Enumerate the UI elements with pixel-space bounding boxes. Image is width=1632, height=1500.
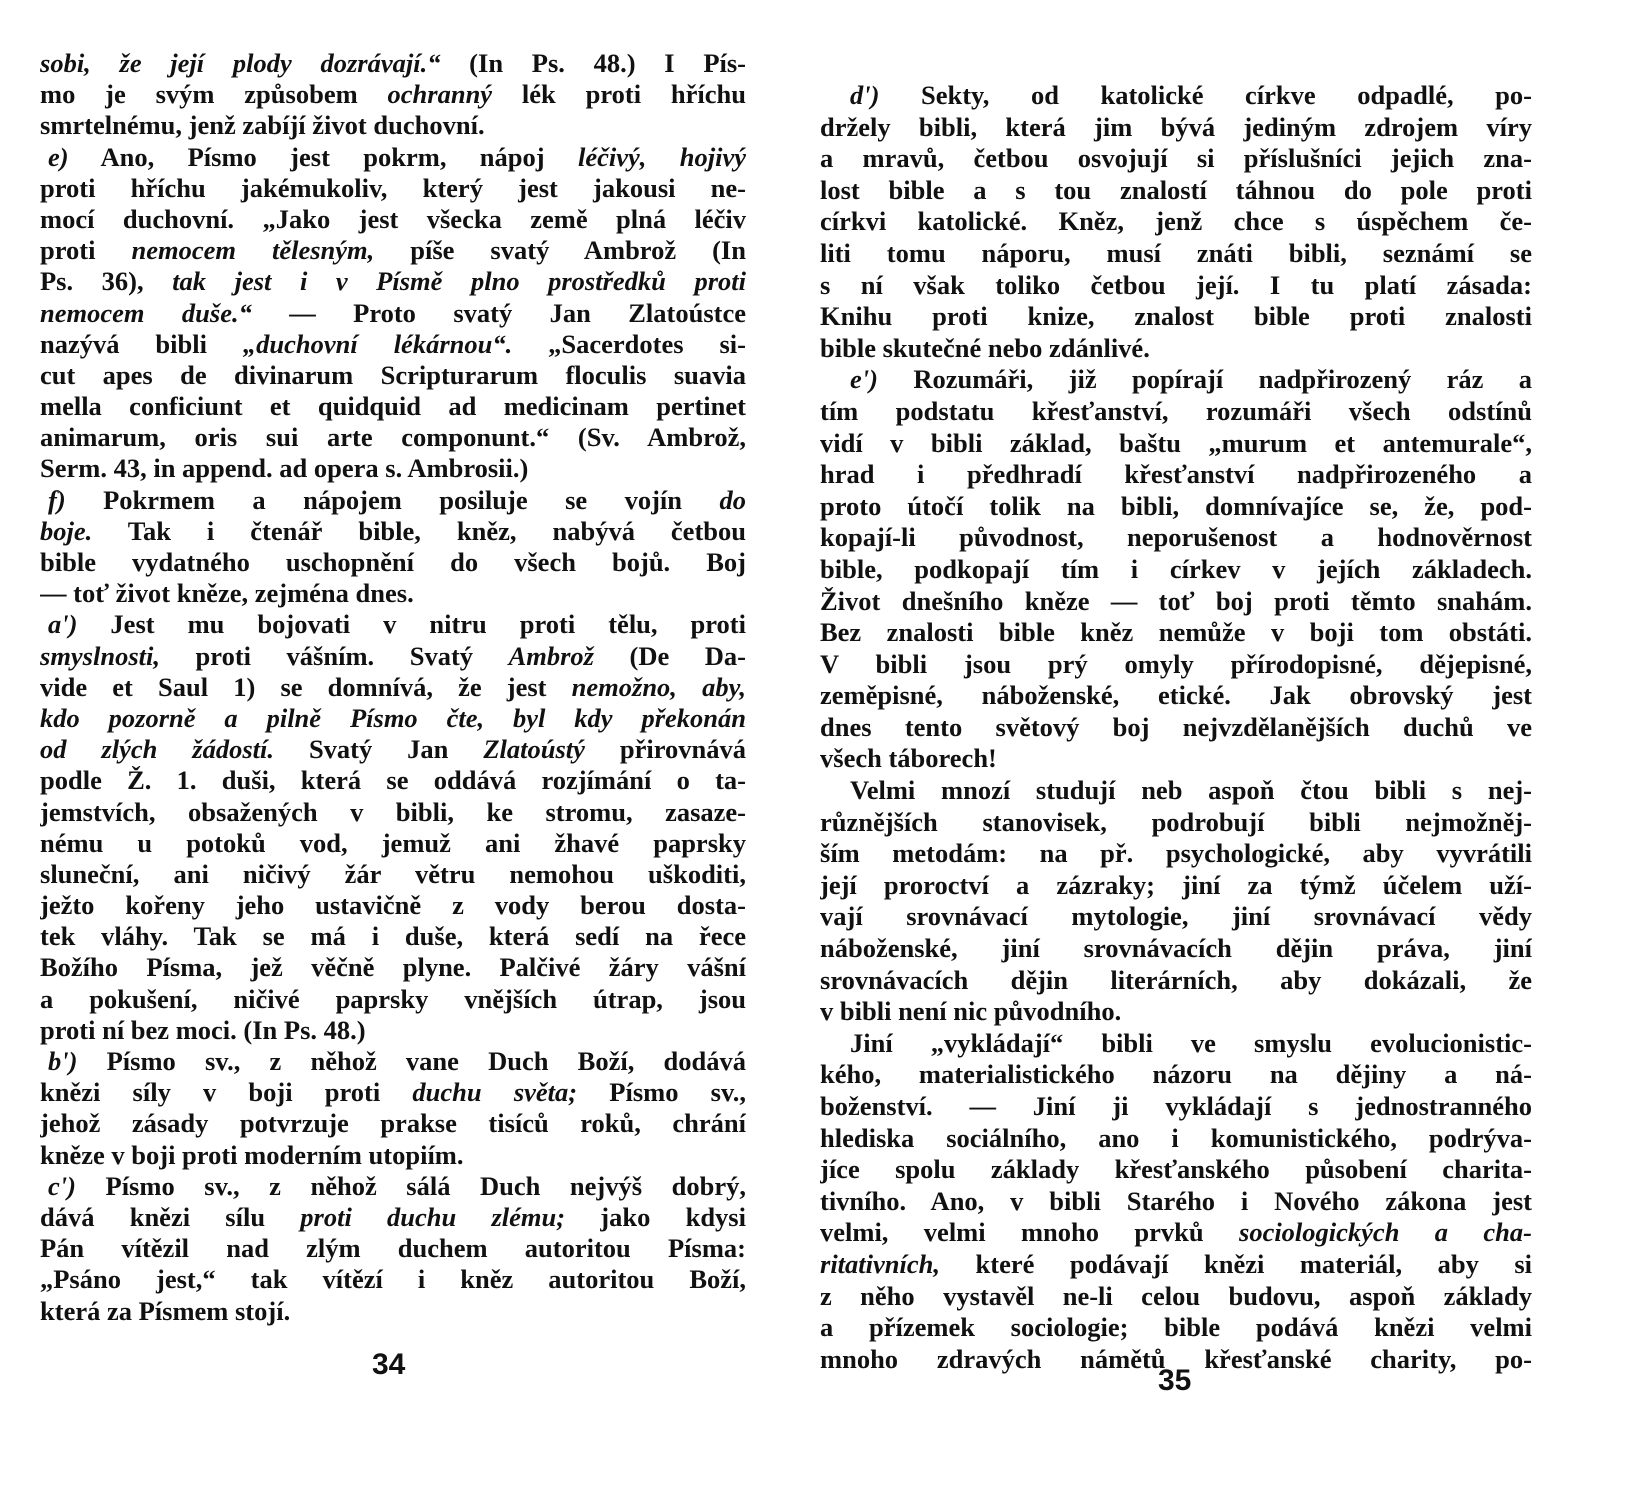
text-span: vide et Saul 1) se domnívá, že jest bbox=[40, 671, 572, 702]
text-line bbox=[820, 1123, 1532, 1155]
text-line bbox=[40, 298, 746, 329]
text-line bbox=[820, 428, 1532, 460]
text-span: nému u potoků vod, jemuž ani žhavé paprsky bbox=[40, 827, 746, 858]
text-line bbox=[40, 921, 746, 952]
text-span: píše svatý Ambrož (In bbox=[374, 235, 746, 266]
text-span: — Proto svatý Jan Zlatoústce bbox=[251, 297, 746, 328]
italic-text: Ambrož bbox=[508, 640, 594, 671]
text-line bbox=[40, 578, 746, 609]
text-span: kého, materialistického názoru na dějiny a ná- bbox=[820, 1059, 1532, 1090]
text-span: tím podstatu křesťanství, rozumáři všech odstínů bbox=[820, 395, 1532, 426]
text-line bbox=[820, 364, 1532, 396]
text-span: dává knězi sílu bbox=[40, 1201, 301, 1232]
text-span: tek vláhy. Tak se má i duše, která sedí na řece bbox=[40, 921, 746, 952]
text-span: mella conficiunt et quidquid ad medicinam pertinet bbox=[40, 391, 746, 422]
text-span: kopají-li původnost, neporušenost a hodnověrnost bbox=[820, 522, 1532, 553]
text-line bbox=[40, 1233, 746, 1264]
text-line bbox=[820, 586, 1532, 618]
text-span: zeměpisné, náboženské, etické. Jak obrovský jest bbox=[820, 680, 1532, 711]
text-span: proti bbox=[40, 235, 132, 266]
text-span: náboženské, jiní srovnávacích dějin práva, jiní bbox=[820, 933, 1532, 964]
text-span: Písmo sv., bbox=[577, 1077, 746, 1108]
text-span: Božího Písma, jež věčně plyne. Palčivé žáry vášní bbox=[40, 952, 746, 983]
text-line bbox=[820, 396, 1532, 428]
text-span: Život dnešního kněze — toť boj proti těmto snahám. bbox=[820, 585, 1532, 616]
text-line bbox=[40, 890, 746, 921]
italic-text: ritativních, bbox=[820, 1248, 941, 1279]
text-line bbox=[820, 491, 1532, 523]
text-line bbox=[40, 391, 746, 422]
text-line bbox=[40, 1140, 746, 1171]
text-line bbox=[40, 48, 746, 79]
text-line bbox=[40, 1171, 746, 1202]
italic-text: d') bbox=[850, 80, 880, 110]
text-line bbox=[820, 270, 1532, 302]
text-span: smrtelnému, jenž zabíjí život duchovní. bbox=[40, 110, 485, 141]
text-line bbox=[820, 1217, 1532, 1249]
text-line bbox=[820, 459, 1532, 491]
text-span: držely bibli, která jim bývá jediným zdrojem víry bbox=[820, 111, 1532, 142]
text-span: hrad i předhradí křesťanství nadpřirozeného a bbox=[820, 459, 1532, 490]
text-span: dnes tento světový boj nejvzdělanějších duchů ve bbox=[820, 711, 1532, 742]
text-span: vidí v bibli základ, baštu „murum et antemurale“, bbox=[820, 427, 1532, 458]
text-line bbox=[40, 110, 746, 141]
text-line bbox=[820, 901, 1532, 933]
page-number-right: 35 bbox=[1158, 1364, 1192, 1397]
italic-text: Zlatoústý bbox=[483, 734, 585, 765]
text-line bbox=[40, 797, 746, 828]
text-span: hlediska sociálního, ano i komunistického, podrýva- bbox=[820, 1122, 1532, 1153]
text-span: mo je svým způsobem bbox=[40, 79, 388, 110]
text-line bbox=[40, 828, 746, 859]
text-line bbox=[40, 1296, 746, 1327]
text-span: a mravů, četbou osvojují si příslušníci jejich zna- bbox=[820, 143, 1532, 174]
text-line bbox=[40, 1264, 746, 1295]
italic-text: léčivý, hojivý bbox=[577, 141, 746, 172]
text-span: církvi katolické. Kněz, jenž chce s úspěchem če- bbox=[820, 206, 1532, 237]
text-span: Knihu proti knize, znalost bible proti znalosti bbox=[820, 301, 1532, 332]
text-line bbox=[820, 333, 1532, 365]
text-line bbox=[820, 1091, 1532, 1123]
italic-text: od zlých žádostí. bbox=[40, 734, 275, 765]
italic-text: tak jest i v Písmě plno prostředků proti bbox=[172, 266, 746, 297]
text-span: nazývá bibli bbox=[40, 328, 243, 359]
text-span: cut apes de divinarum Scripturarum floculis suavia bbox=[40, 359, 746, 390]
text-span: ším metodám: na př. psychologické, aby vyvrátili bbox=[820, 838, 1532, 869]
text-line bbox=[820, 206, 1532, 238]
text-span: proti ní bez moci. (In Ps. 48.) bbox=[40, 1014, 366, 1045]
italic-text: sobi, že její plody dozrávají.“ bbox=[40, 48, 441, 78]
italic-text: nemocem duše.“ bbox=[40, 297, 252, 328]
text-line bbox=[820, 175, 1532, 207]
text-line bbox=[820, 80, 1532, 112]
text-line bbox=[820, 522, 1532, 554]
text-span: mocí duchovní. „Jako jest všecka země plná léčiv bbox=[40, 203, 746, 234]
text-span: animarum, oris sui arte componunt.“ (Sv. Ambrož, bbox=[40, 422, 746, 453]
text-span: a přízemek sociologie; bible podává knězi velmi bbox=[820, 1312, 1532, 1343]
text-line bbox=[40, 485, 746, 516]
text-line bbox=[820, 870, 1532, 902]
text-span: její proroctví a zázraky; jiní za týmž účelem uží- bbox=[820, 869, 1532, 900]
text-line bbox=[40, 859, 746, 890]
text-span: Rozumáři, již popírají nadpřirozený ráz a bbox=[877, 364, 1532, 395]
text-span: proti vášním. Svatý bbox=[160, 640, 509, 671]
text-span: proto útočí tolik na bibli, domnívajíce se, že, pod- bbox=[820, 490, 1532, 521]
text-span: jemstvích, obsažených v bibli, ke stromu, zasaze- bbox=[40, 796, 746, 827]
text-line bbox=[40, 516, 746, 547]
text-line bbox=[40, 1015, 746, 1046]
text-span: bible skutečné nebo zdánlivé. bbox=[820, 332, 1150, 363]
text-span: sluneční, ani ničivý žár větru nemohou uškoditi, bbox=[40, 858, 746, 889]
italic-text: e) bbox=[48, 141, 69, 172]
text-line bbox=[40, 235, 746, 266]
text-line bbox=[820, 112, 1532, 144]
italic-text: duchu světa; bbox=[412, 1077, 578, 1108]
text-span: vají srovnávací mytologie, jiní srovnávací vědy bbox=[820, 901, 1532, 932]
text-line bbox=[820, 965, 1532, 997]
italic-text: smyslnosti, bbox=[40, 640, 161, 671]
text-line bbox=[40, 952, 746, 983]
text-line bbox=[40, 734, 746, 765]
text-span: s ní však toliko četbou její. I tu platí zásada: bbox=[820, 269, 1532, 300]
text-span: „Sacerdotes si- bbox=[512, 328, 746, 359]
text-span: — toť život kněze, zejména dnes. bbox=[40, 578, 414, 609]
text-line bbox=[40, 1046, 746, 1077]
text-span: Ps. 36), bbox=[40, 266, 173, 297]
text-span: z něho vystavěl ne-li celou budovu, aspoň základy bbox=[820, 1280, 1532, 1311]
text-span: Sekty, od katolické církve odpadlé, po- bbox=[879, 80, 1532, 110]
text-span: Písmo sv., z něhož vane Duch Boží, dodává bbox=[77, 1046, 746, 1076]
text-line bbox=[40, 765, 746, 796]
text-span: kněze v boji proti moderním utopiím. bbox=[40, 1139, 464, 1170]
text-line bbox=[820, 554, 1532, 586]
text-line bbox=[820, 838, 1532, 870]
text-line bbox=[40, 1108, 746, 1139]
text-span: Pán vítězil nad zlým duchem autoritou Písma: bbox=[40, 1233, 746, 1264]
text-line bbox=[40, 672, 746, 703]
text-span: proti hříchu jakémukoliv, který jest jakousi ne- bbox=[40, 172, 746, 203]
text-line bbox=[820, 1186, 1532, 1218]
text-line bbox=[40, 1077, 746, 1108]
text-span: (De Da- bbox=[593, 640, 746, 671]
text-line bbox=[40, 1202, 746, 1233]
text-span: různějších stanovisek, podrobují bibli nejmožněj- bbox=[820, 806, 1532, 837]
text-line bbox=[820, 680, 1532, 712]
italic-text: a') bbox=[48, 609, 78, 640]
text-span: boženství. — Jiní ji vykládají s jednostranného bbox=[820, 1091, 1532, 1121]
text-span: jako kdysi bbox=[565, 1201, 746, 1232]
text-span: Tak i čtenář bible, kněz, nabývá četbou bbox=[92, 515, 746, 546]
italic-text: do bbox=[719, 484, 746, 515]
text-span: Písmo sv., z něhož sálá Duch nejvýš dobrý, bbox=[75, 1170, 746, 1201]
text-span: přirovnává bbox=[584, 734, 746, 765]
text-span: „Psáno jest,“ tak vítězí i kněz autoritou Boží, bbox=[40, 1264, 746, 1295]
text-span: lék proti hříchu bbox=[492, 79, 746, 110]
text-line bbox=[820, 1028, 1532, 1060]
text-line bbox=[820, 743, 1532, 775]
text-line bbox=[820, 238, 1532, 270]
text-line bbox=[40, 609, 746, 640]
text-line bbox=[820, 617, 1532, 649]
left-page-text bbox=[40, 48, 746, 1327]
italic-text: c') bbox=[48, 1170, 76, 1201]
text-line bbox=[40, 204, 746, 235]
text-line bbox=[820, 775, 1532, 807]
text-span: Ano, Písmo jest pokrm, nápoj bbox=[68, 141, 578, 172]
text-span: podle Ž. 1. duši, která se oddává rozjímání o ta- bbox=[40, 765, 746, 796]
text-line bbox=[820, 1281, 1532, 1313]
text-line bbox=[820, 143, 1532, 175]
text-span: V bibli jsou prý omyly přírodopisné, dějepisné, bbox=[820, 648, 1532, 679]
text-span: mnoho zdravých námětů křesťanské charity, po- bbox=[820, 1343, 1532, 1374]
text-line bbox=[820, 1249, 1532, 1281]
text-span: Jest mu bojovati v nitru proti tělu, proti bbox=[77, 609, 746, 640]
italic-text: nemocem tělesným, bbox=[131, 235, 375, 266]
text-line bbox=[40, 641, 746, 672]
text-line bbox=[820, 996, 1532, 1028]
text-span: ježto kořeny jeho ustavičně z vody berou dosta- bbox=[40, 890, 746, 921]
italic-text: „duchovní lékárnou“. bbox=[242, 328, 513, 359]
italic-text: b') bbox=[48, 1046, 78, 1076]
text-line bbox=[40, 360, 746, 391]
text-line bbox=[820, 1312, 1532, 1344]
text-span: (In Ps. 48.) I Pís- bbox=[440, 48, 746, 78]
text-span: Serm. 43, in append. ad opera s. Ambrosii.) bbox=[40, 453, 529, 484]
italic-text: f) bbox=[48, 484, 66, 515]
text-line bbox=[40, 547, 746, 578]
italic-text: proti duchu zlému; bbox=[300, 1201, 566, 1232]
page-number-left: 34 bbox=[372, 1348, 406, 1381]
text-line bbox=[40, 703, 746, 734]
text-line bbox=[40, 173, 746, 204]
text-span: lost bible a s tou znalostí táhnou do pole proti bbox=[820, 174, 1532, 205]
italic-text: kdo pozorně a pilně Písmo čte, byl kdy překonán bbox=[40, 702, 746, 733]
text-line bbox=[820, 301, 1532, 333]
text-line bbox=[40, 984, 746, 1015]
italic-text: ochranný bbox=[387, 79, 493, 110]
text-span: tivního. Ano, v bibli Starého i Nového zákona jest bbox=[820, 1185, 1532, 1216]
right-page-text bbox=[820, 80, 1532, 1375]
text-span: liti tomu náporu, musí znáti bibli, seznámí se bbox=[820, 237, 1532, 268]
text-span: v bibli není nic původního. bbox=[820, 996, 1122, 1027]
text-span: jíce spolu základy křesťanského působení charita- bbox=[820, 1154, 1532, 1185]
text-span: Svatý Jan bbox=[274, 734, 484, 765]
italic-text: e') bbox=[850, 364, 878, 395]
italic-text: boje. bbox=[40, 515, 93, 546]
italic-text: sociologických a cha- bbox=[1239, 1217, 1532, 1248]
text-span: Jiní „vykládají“ bibli ve smyslu evolucionistic- bbox=[850, 1027, 1532, 1058]
text-line bbox=[40, 266, 746, 297]
text-span: velmi, velmi mnoho prvků bbox=[820, 1217, 1239, 1248]
text-span: a pokušení, ničivé paprsky vnějších útrap, jsou bbox=[40, 983, 746, 1014]
text-line bbox=[40, 422, 746, 453]
text-span: bible vydatného uschopnění do všech bojů. Boj bbox=[40, 547, 746, 577]
text-span: která za Písmem stojí. bbox=[40, 1295, 291, 1326]
text-span: Velmi mnozí studují neb aspoň čtou bibli s nej- bbox=[850, 775, 1532, 806]
text-span: knězi síly v boji proti bbox=[40, 1077, 413, 1108]
text-span: Pokrmem a nápojem posiluje se vojín bbox=[65, 484, 720, 515]
text-line bbox=[820, 807, 1532, 839]
text-span: bible, podkopají tím i církev v jejích základech. bbox=[820, 553, 1532, 584]
text-line bbox=[820, 933, 1532, 965]
text-span: Bez znalosti bible kněz nemůže v boji tom obstáti. bbox=[820, 617, 1532, 648]
text-line bbox=[820, 649, 1532, 681]
text-span: které podávají knězi materiál, aby si bbox=[940, 1248, 1532, 1279]
text-span: jehož zásady potvrzuje prakse tisíců roků, chrání bbox=[40, 1108, 746, 1139]
text-line bbox=[40, 142, 746, 173]
text-span: srovnávacích dějin literárních, aby dokázali, že bbox=[820, 964, 1532, 995]
text-line bbox=[820, 1154, 1532, 1186]
text-line bbox=[40, 453, 746, 484]
text-span: všech táborech! bbox=[820, 743, 997, 774]
text-line bbox=[820, 712, 1532, 744]
text-line bbox=[820, 1059, 1532, 1091]
italic-text: nemožno, aby, bbox=[571, 671, 746, 702]
text-line bbox=[40, 79, 746, 110]
text-line bbox=[40, 329, 746, 360]
